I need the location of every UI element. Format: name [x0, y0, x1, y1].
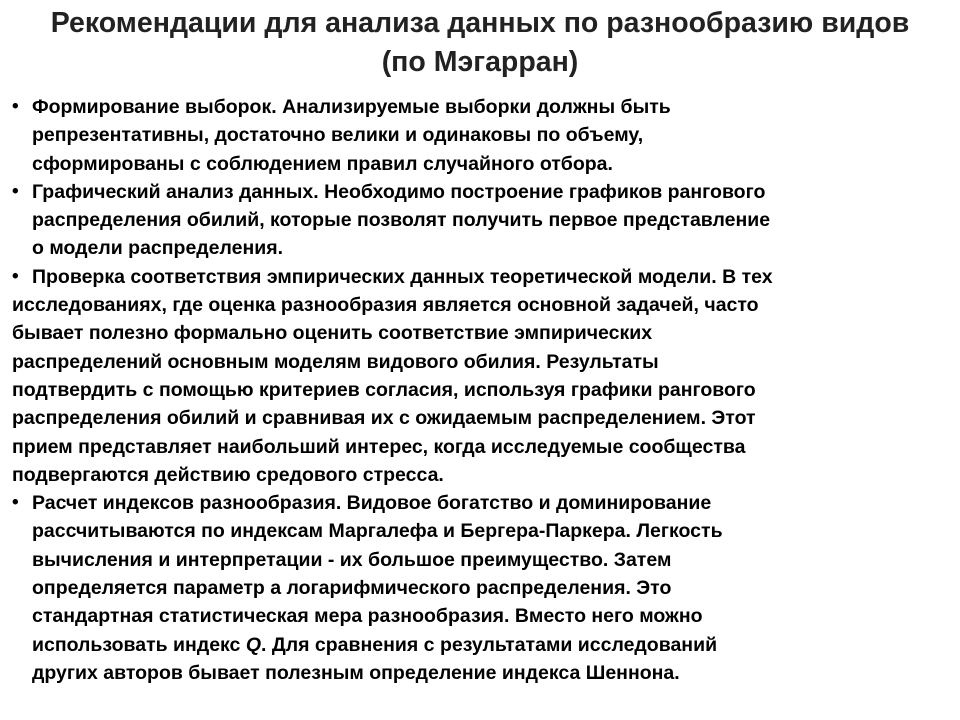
bullet-line: Проверка соответствия эмпирических данных теоретической модели. В тех [32, 265, 773, 288]
bullet-line: распределений основным моделям видового обилия. Результаты [12, 350, 659, 373]
bullet-line: подтвердить с помощью критериев согласия, используя графики рангового [12, 378, 756, 401]
bullet-line: Формирование выборок. Анализируемые выборки должны быть [32, 96, 671, 118]
bullet-item-diversity-indices [12, 489, 952, 687]
bullet-line: Графический анализ данных. Необходимо построение графиков рангового [32, 180, 766, 203]
bullet-text: использовать индекс [32, 633, 246, 656]
bullet-line: репрезентативны, достаточно велики и одинаковы по объему, [32, 124, 644, 147]
slide-title [0, 4, 960, 82]
bullet-icon: • [12, 492, 19, 514]
slide-body [12, 93, 952, 687]
bullet-icon: • [12, 265, 19, 287]
bullet-line: определяется параметр a логарифмического распределения. Это [32, 577, 672, 600]
bullet-line: распределения обилий и сравнивая их с ожидаемым распределением. Этот [12, 407, 756, 430]
index-q-symbol: Q [245, 633, 261, 656]
bullet-line: стандартная статистическая мера разнообразия. Вместо него можно [32, 605, 703, 628]
bullet-item-model-fit-check [12, 263, 952, 489]
bullet-item-graphical-analysis [12, 178, 952, 263]
bullet-line: Расчет индексов разнообразия. Видовое богатство и доминирование [32, 492, 712, 515]
bullet-line: прием представляет наибольший интерес, когда исследуемые сообщества [12, 435, 746, 458]
bullet-text: . Для сравнения с результатами исследований [261, 633, 718, 656]
bullet-line: вычисления и интерпретации - их большое преимущество. Затем [32, 548, 672, 571]
bullet-icon: • [12, 96, 19, 117]
bullet-line: о модели распределения. [32, 237, 284, 260]
bullet-line: рассчитываются по индексам Маргалефа и Бергера-Паркера. Легкость [32, 520, 723, 543]
bullet-line: подвергаются действию средового стресса. [12, 463, 444, 486]
bullet-line: сформированы с соблюдением правил случайного отбора. [32, 152, 613, 175]
bullet-icon: • [12, 180, 19, 202]
bullet-line: распределения обилий, которые позволят получить первое представление [32, 209, 771, 232]
bullet-line: бывает полезно формально оценить соответствие эмпирических [12, 322, 653, 345]
title-line-1: Рекомендации для анализа данных по разнообразию видов [50, 7, 910, 39]
bullet-line: исследованиях, где оценка разнообразия является основной задачей, часто [12, 294, 759, 317]
bullet-line-with-index-q [32, 631, 952, 659]
bullet-item-sampling [12, 93, 952, 178]
bullet-line: других авторов бывает полезным определение индекса Шеннона. [32, 661, 680, 684]
title-line-2: (по Мэгарран) [381, 46, 579, 78]
